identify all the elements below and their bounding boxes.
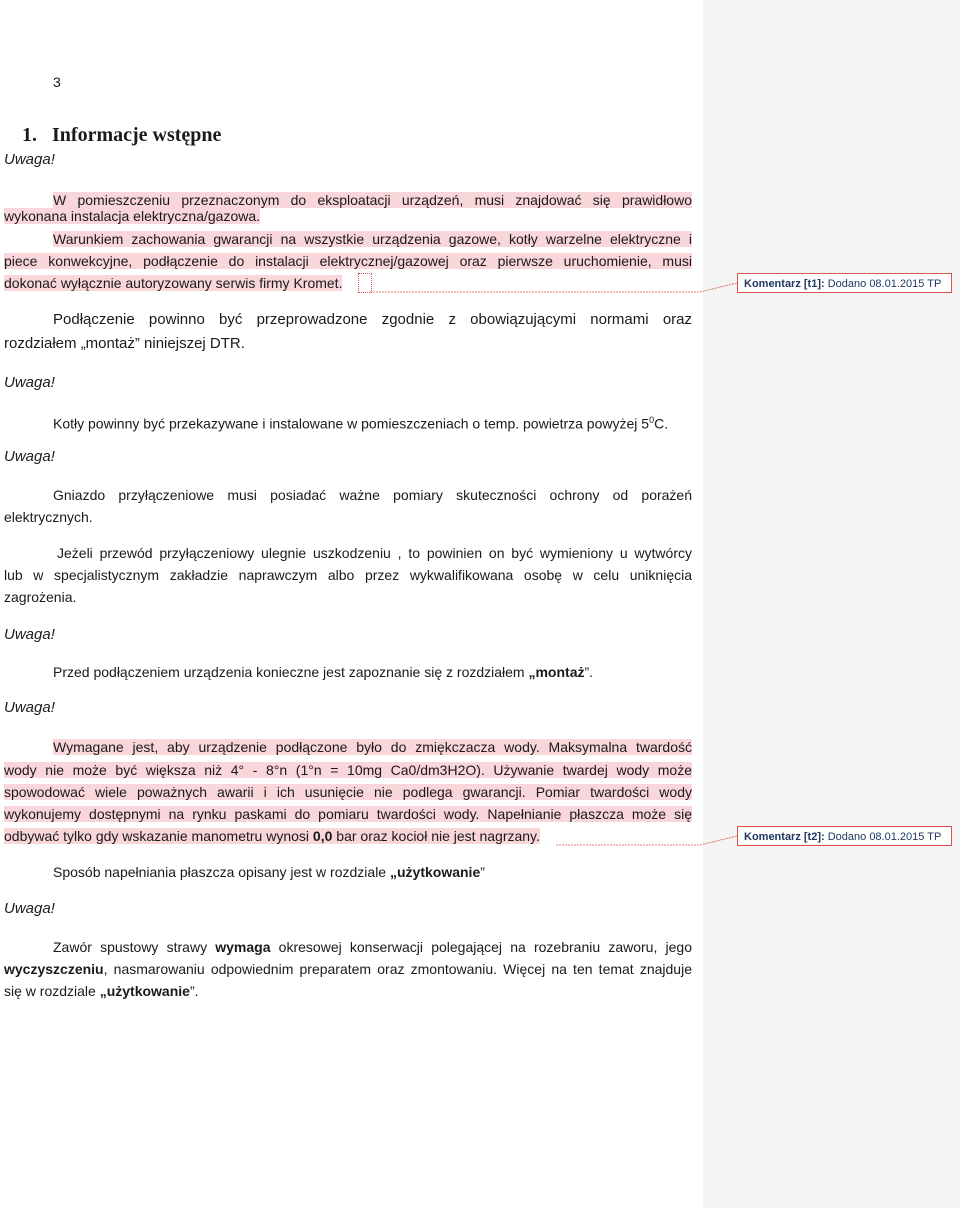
uwaga-label: Uwaga!	[4, 374, 55, 391]
paragraph-4-line-1: Gniazdo przyłączeniowe musi posiadać ważne pomiary skuteczności ochrony od porażeń	[53, 487, 692, 503]
paragraph-4-line-2: elektrycznych.	[4, 509, 93, 525]
page-number: 3	[53, 74, 61, 90]
paragraph-7-line-5: odbywać tylko gdy wskazanie manometru wynosi 0,0 bar oraz kocioł nie jest nagrzany.	[4, 828, 540, 844]
paragraph-7-line-1: Wymagane jest, aby urządzenie podłączone było do zmiękczacza wody. Maksymalna twardość	[53, 739, 692, 755]
paragraph-1-line-4: piece konwekcyjne, podłączenie do instalacji elektrycznej/gazowej oraz pierwsze uruchomienie, musi	[4, 253, 692, 269]
paragraph-1-line-2: wykonana instalacja elektryczna/gazowa.	[4, 208, 261, 224]
comment-t1-meta: Dodano 08.01.2015 TP	[824, 278, 942, 290]
section-heading: 1. Informacje wstępne	[22, 124, 222, 146]
uwaga-label: Uwaga!	[4, 448, 55, 465]
paragraph-9-line-1: Zawór spustowy strawy wymaga okresowej konserwacji polegającej na rozebraniu zaworu, jego	[53, 939, 692, 955]
paragraph-7-line-2: wody nie może być większa niż 4° - 8°n (1°n = 10mg Ca0/dm3H2O). Używanie twardej wody może	[4, 762, 692, 778]
uwaga-label: Uwaga!	[4, 151, 55, 168]
paragraph-1-line-1: W pomieszczeniu przeznaczonym do eksploatacji urządzeń, musi znajdować się prawidłowo	[53, 192, 692, 208]
comment-anchor-t1[interactable]	[358, 273, 372, 293]
uwaga-label: Uwaga!	[4, 900, 55, 917]
paragraph-5-line-3: zagrożenia.	[4, 589, 77, 605]
paragraph-6: Przed podłączeniem urządzenia konieczne jest zapoznanie się z rozdziałem „montaż”.	[53, 664, 594, 680]
comment-t2-meta: Dodano 08.01.2015 TP	[824, 831, 942, 843]
paragraph-9-line-3: się w rozdziale „użytkowanie”.	[4, 983, 199, 999]
paragraph-1-line-5: dokonać wyłącznie autoryzowany serwis firmy Kromet.	[4, 275, 343, 291]
paragraph-2-line-1: Podłączenie powinno być przeprowadzone zgodnie z obowiązującymi normami oraz	[53, 311, 692, 328]
comment-t1-title: Komentarz [t1]:	[744, 278, 825, 290]
paragraph-7-line-4: wykonujemy dostępnymi na rynku paskami do pomiaru twardości wody. Napełnianie płaszcza może się	[4, 806, 692, 822]
paragraph-5-line-2: lub w specjalistycznym zakładzie naprawczym albo przez wykwalifikowana osobę w celu uniknięcia	[4, 567, 692, 583]
paragraph-9-line-2: wyczyszczeniu, nasmarowaniu odpowiednim preparatem oraz zmontowaniu. Więcej na ten temat znajduje	[4, 961, 692, 977]
uwaga-label: Uwaga!	[4, 699, 55, 716]
paragraph-3: Kotły powinny być przekazywane i instalowane w pomieszczeniach o temp. powietrza powyżej $5^0C$.	[53, 415, 669, 432]
paragraph-1-line-3: Warunkiem zachowania gwarancji na wszystkie urządzenia gazowe, kotły warzelne elektryczne i	[53, 231, 692, 247]
paragraph-7-line-3: spowodować wiele poważnych awarii i ich usunięcie nie podlega gwarancji. Pomiar twardości wody	[4, 784, 692, 800]
comment-t2-title: Komentarz [t2]:	[744, 831, 825, 843]
paragraph-5-line-1: Jeżeli przewód przyłączeniowy ulegnie uszkodzeniu , to powinien on być wymieniony u wytwórcy	[57, 545, 692, 561]
paragraph-2-line-2: rozdziałem „montaż” niniejszej DTR.	[4, 335, 245, 352]
paragraph-8: Sposób napełniania płaszcza opisany jest w rozdziale „użytkowanie”	[53, 864, 485, 880]
comment-t1[interactable]	[737, 273, 952, 293]
comments-margin	[703, 0, 960, 1208]
uwaga-label: Uwaga!	[4, 626, 55, 643]
comment-t2[interactable]	[737, 826, 952, 846]
